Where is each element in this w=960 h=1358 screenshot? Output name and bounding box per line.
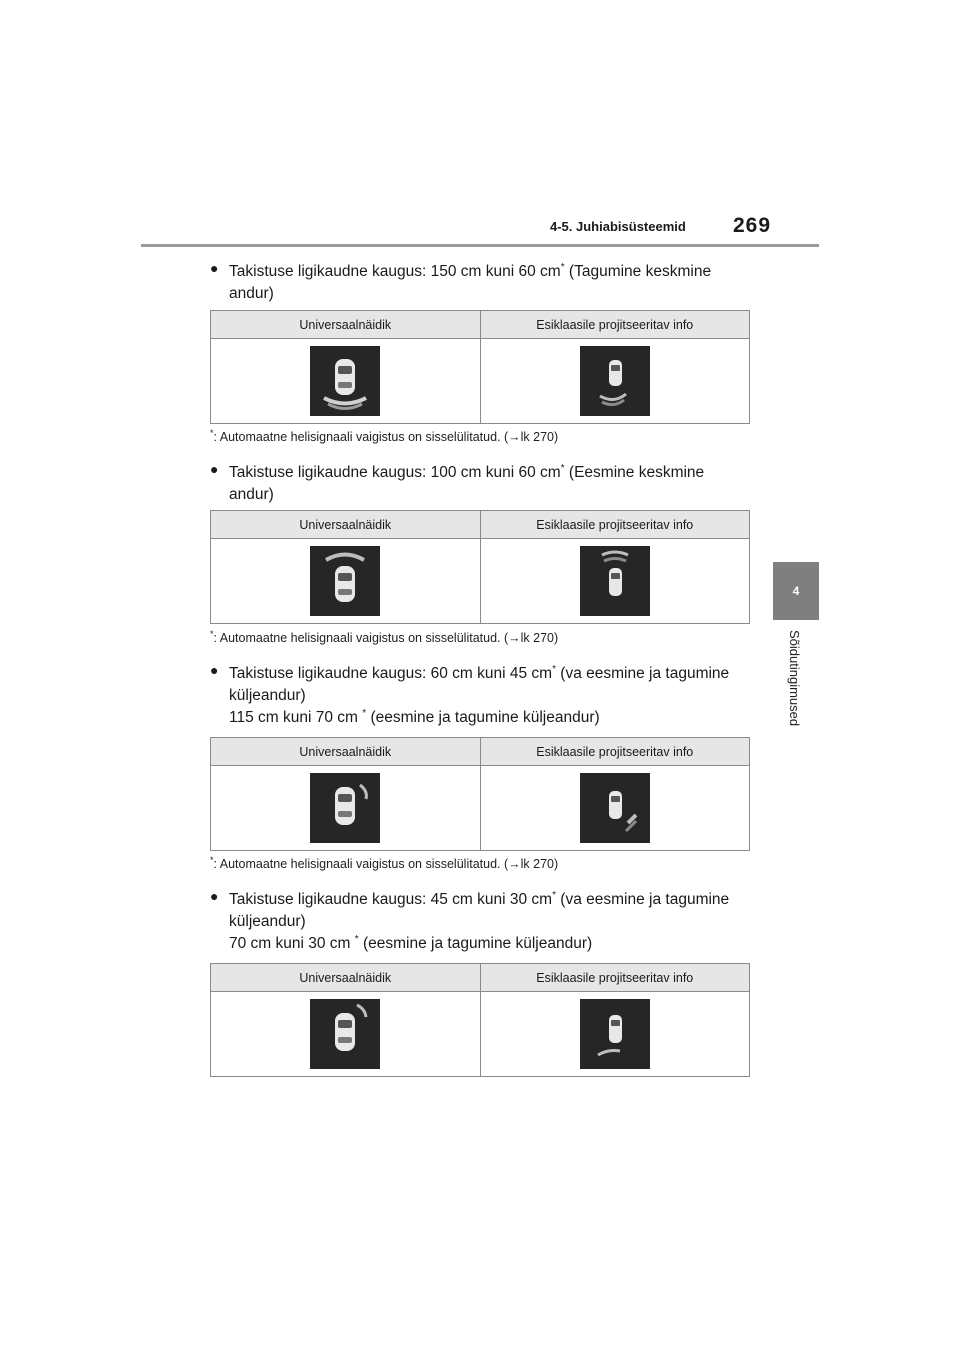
car-side-icon <box>310 773 380 843</box>
car-side-close-icon <box>310 999 380 1069</box>
hud-cell <box>480 539 750 624</box>
hud-display-image <box>580 999 650 1069</box>
bullet-text: Takistuse ligikaudne kaugus: 150 cm kuni 60 cm <box>229 263 561 281</box>
hud-cell <box>480 339 750 424</box>
bullet-text-tail: (va eesmine ja tagumine <box>556 665 730 683</box>
header-rule <box>141 244 819 247</box>
multi-info-display-image <box>310 546 380 616</box>
bullet-dot-icon: ● <box>210 662 219 678</box>
bullet-dot-icon: ● <box>210 260 219 276</box>
col-header-hud: Esiklaasile projitseeritav info <box>480 964 750 992</box>
bullet-item-2 <box>210 458 770 506</box>
sub-text: 115 cm kuni 70 cm <box>229 709 363 727</box>
hud-display-image <box>580 546 650 616</box>
bullet-item-3 <box>210 659 770 707</box>
car-rear-center-icon <box>310 346 380 416</box>
col-header-hud: Esiklaasile projitseeritav info <box>480 511 750 539</box>
multi-info-display-image <box>310 999 380 1069</box>
car-front-center-icon <box>310 546 380 616</box>
col-header-hud: Esiklaasile projitseeritav info <box>480 738 750 766</box>
display-table-4 <box>210 963 750 1077</box>
col-header-multi-info: Universaalnäidik <box>211 311 481 339</box>
bullet-text-tail: (va eesmine ja tagumine <box>556 891 730 909</box>
bullet-text-tail: (Tagumine keskmine <box>564 263 712 281</box>
chapter-name: Sõidutingimused <box>787 630 802 727</box>
hud-car-rear-center-icon <box>580 346 650 416</box>
sub-text: 70 cm kuni 30 cm <box>229 935 355 953</box>
hud-cell <box>480 766 750 851</box>
bullet-text: Takistuse ligikaudne kaugus: 60 cm kuni 45 cm <box>229 665 553 683</box>
multi-info-cell <box>211 339 481 424</box>
asterisk: * <box>210 855 214 865</box>
hud-display-image <box>580 346 650 416</box>
sub-text-tail: (eesmine ja tagumine küljeandur) <box>358 935 593 953</box>
multi-info-cell <box>211 992 481 1077</box>
range-subline-3 <box>229 708 600 727</box>
asterisk: * <box>210 629 214 639</box>
asterisk: * <box>354 934 359 945</box>
hud-car-side-close-icon <box>580 999 650 1069</box>
bullet-item-4 <box>210 885 770 933</box>
bullet-text-tail: (Eesmine keskmine <box>564 464 705 482</box>
bullet-text-line2: küljeandur) <box>229 913 306 931</box>
bullet-item-1 <box>210 257 770 305</box>
range-subline-4 <box>229 934 592 953</box>
footnote-1 <box>210 428 558 444</box>
asterisk: * <box>552 664 556 675</box>
asterisk: * <box>560 463 565 474</box>
hud-car-side-icon <box>580 773 650 843</box>
hud-car-front-center-icon <box>580 546 650 616</box>
footnote-3 <box>210 855 558 871</box>
asterisk: * <box>362 708 367 719</box>
asterisk: * <box>560 262 565 273</box>
bullet-text: Takistuse ligikaudne kaugus: 100 cm kuni 60 cm <box>229 464 561 482</box>
footnote-text: : Automaatne helisignaali vaigistus on sisselülitatud. (→lk 270) <box>213 857 559 872</box>
col-header-hud: Esiklaasile projitseeritav info <box>480 311 750 339</box>
display-table-2 <box>210 510 750 624</box>
bullet-text-line2: andur) <box>229 285 274 303</box>
bullet-dot-icon: ● <box>210 888 219 904</box>
asterisk: * <box>552 890 556 901</box>
hud-cell <box>480 992 750 1077</box>
bullet-text: Takistuse ligikaudne kaugus: 45 cm kuni 30 cm <box>229 891 553 909</box>
section-title: 4-5. Juhiabisüsteemid <box>550 219 686 234</box>
hud-display-image <box>580 773 650 843</box>
multi-info-display-image <box>310 773 380 843</box>
page-number: 269 <box>733 214 772 237</box>
multi-info-display-image <box>310 346 380 416</box>
asterisk: * <box>210 428 214 438</box>
footnote-text: : Automaatne helisignaali vaigistus on sisselülitatud. (→lk 270) <box>213 430 559 445</box>
sub-text-tail: (eesmine ja tagumine küljeandur) <box>366 709 600 727</box>
chapter-tab: 4 <box>773 562 819 620</box>
multi-info-cell <box>211 766 481 851</box>
col-header-multi-info: Universaalnäidik <box>211 964 481 992</box>
display-table-1 <box>210 310 750 424</box>
footnote-text: : Automaatne helisignaali vaigistus on sisselülitatud. (→lk 270) <box>213 631 559 646</box>
bullet-dot-icon: ● <box>210 461 219 477</box>
col-header-multi-info: Universaalnäidik <box>211 511 481 539</box>
bullet-text-line2: andur) <box>229 486 274 504</box>
display-table-3 <box>210 737 750 851</box>
bullet-text-line2: küljeandur) <box>229 687 306 705</box>
multi-info-cell <box>211 539 481 624</box>
footnote-2 <box>210 629 558 645</box>
col-header-multi-info: Universaalnäidik <box>211 738 481 766</box>
